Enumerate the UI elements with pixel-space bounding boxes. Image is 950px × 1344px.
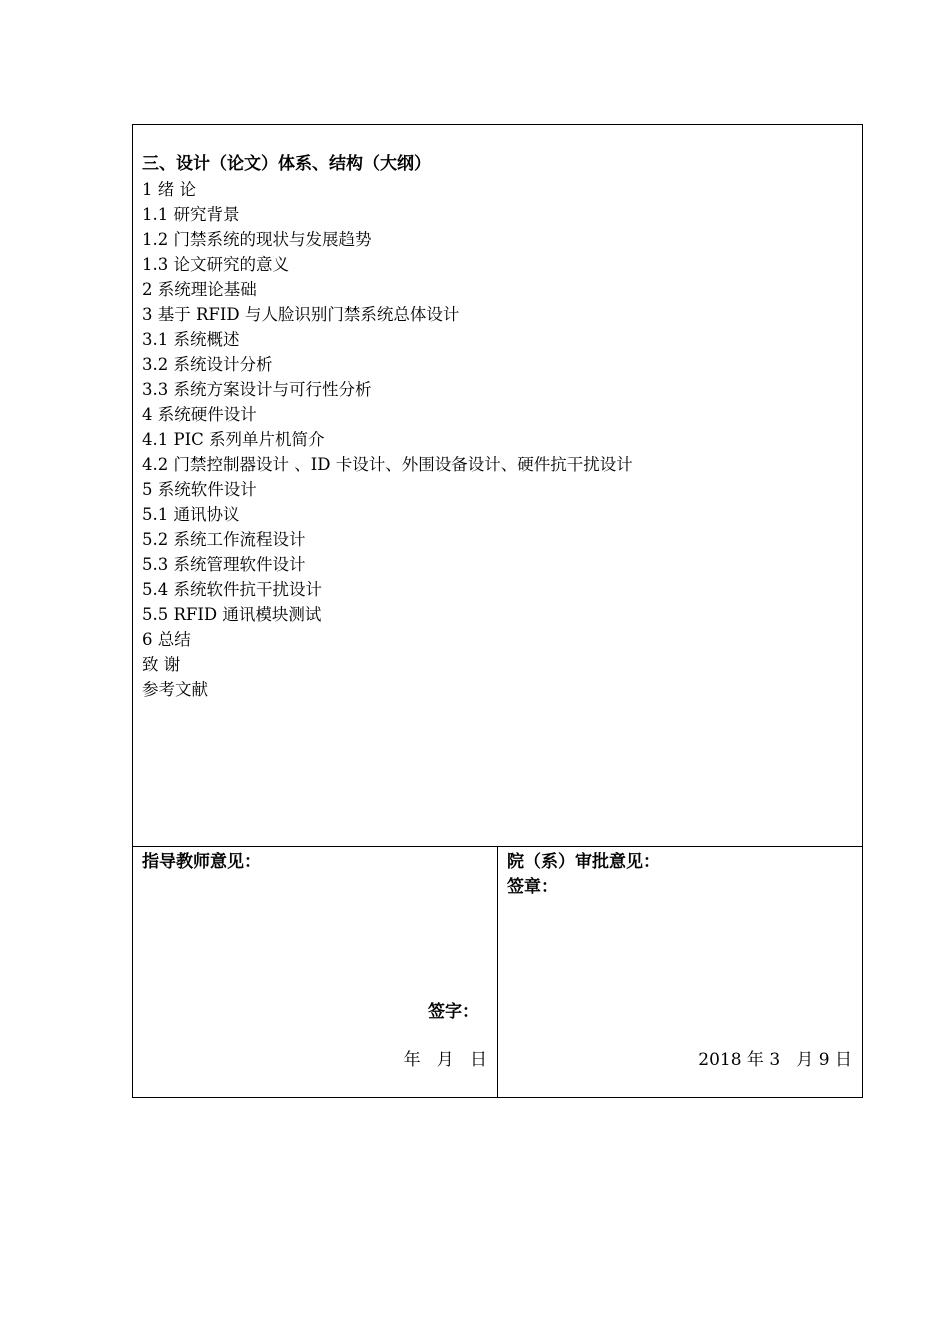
outline-item: 3.3 系统方案设计与可行性分析 (142, 380, 372, 399)
outline-item: 1.1 研究背景 (142, 205, 240, 224)
department-approval-cell (498, 847, 862, 1097)
outline-item: 2 系统理论基础 (142, 280, 257, 299)
outline-item: 4.1 PIC 系列单片机简介 (142, 430, 325, 449)
department-date: 2018 年 3 月 9 日 (698, 1050, 852, 1070)
outline-item: 5.1 通讯协议 (142, 505, 240, 524)
outline-approval-form (132, 124, 863, 1098)
outline-item: 4 系统硬件设计 (142, 405, 257, 424)
advisor-sign-label: 签字： (428, 1002, 479, 1022)
department-approval-title: 院（系）审批意见： (507, 852, 660, 872)
outline-item: 5.5 RFID 通讯模块测试 (142, 605, 322, 624)
outline-item: 5.2 系统工作流程设计 (142, 530, 306, 549)
outline-item: 5.3 系统管理软件设计 (142, 555, 306, 574)
department-seal-label: 签章： (507, 877, 558, 897)
outline-item: 1.3 论文研究的意义 (142, 255, 289, 274)
outline-item: 1.2 门禁系统的现状与发展趋势 (142, 230, 372, 249)
outline-item: 5 系统软件设计 (142, 480, 257, 499)
advisor-opinion-cell (133, 847, 498, 1097)
outline-list (142, 177, 862, 702)
outline-item: 3 基于 RFID 与人脸识别门禁系统总体设计 (142, 305, 460, 324)
outline-section (133, 125, 862, 847)
outline-item: 3.1 系统概述 (142, 330, 240, 349)
advisor-date: 年 月 日 (403, 1050, 487, 1070)
outline-item: 6 总结 (142, 630, 191, 649)
advisor-opinion-title: 指导教师意见： (142, 852, 261, 872)
outline-item: 5.4 系统软件抗干扰设计 (142, 580, 322, 599)
outline-item: 参考文献 (142, 680, 208, 699)
outline-heading: 三、设计（论文）体系、结构（大纲） (142, 154, 431, 174)
outline-item: 1 绪 论 (142, 180, 196, 199)
outline-item: 3.2 系统设计分析 (142, 355, 273, 374)
outline-item: 4.2 门禁控制器设计 、ID 卡设计、外围设备设计、硬件抗干扰设计 (142, 455, 633, 474)
outline-item: 致 谢 (142, 655, 181, 674)
